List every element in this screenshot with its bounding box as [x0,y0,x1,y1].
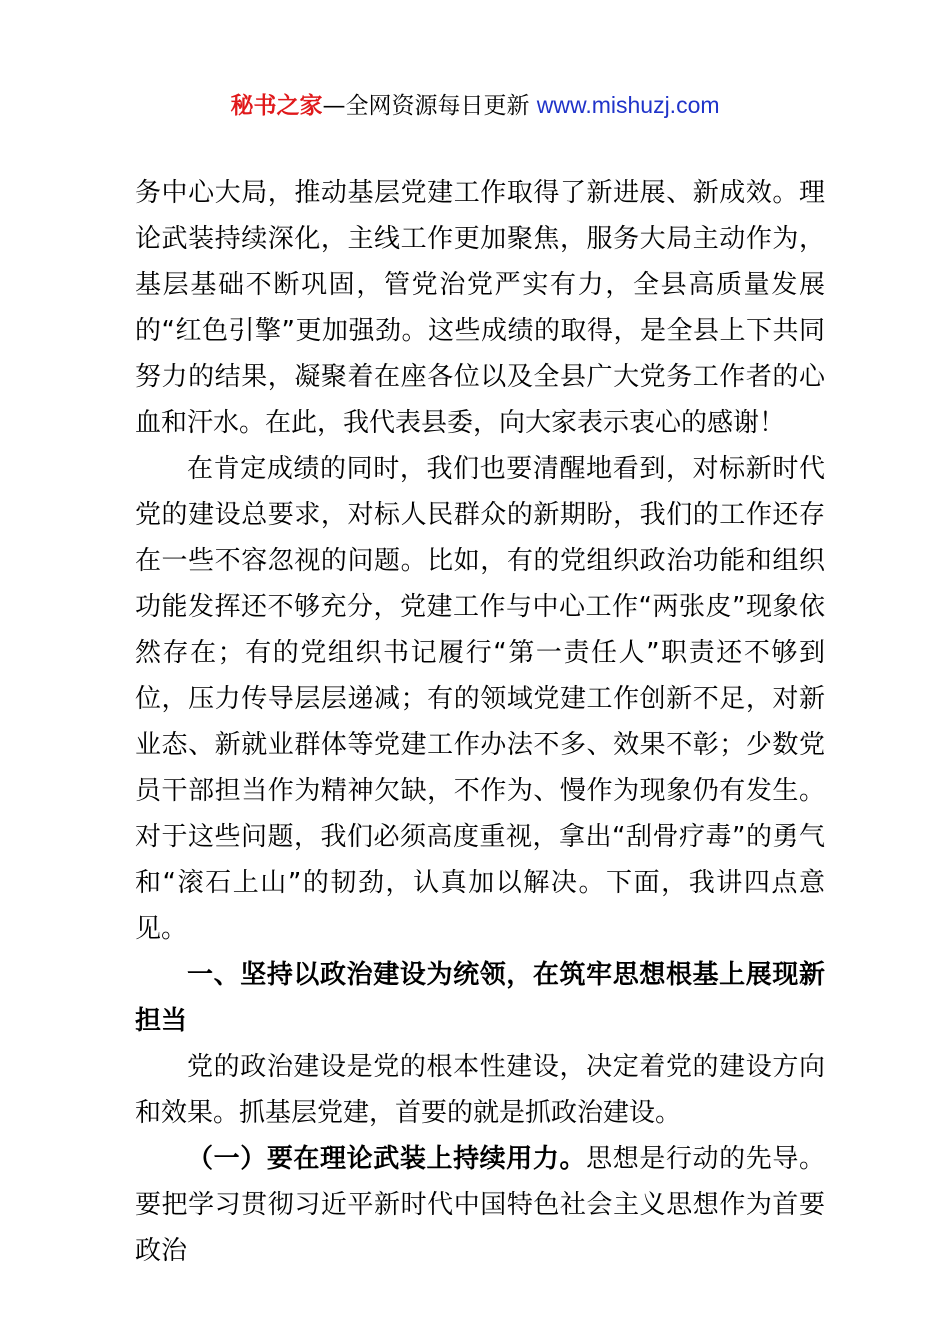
section-heading-one: 一、坚持以政治建设为统领，在筑牢思想根基上展现新担当 [135,960,825,1036]
paragraph-theory-armament [135,1136,825,1274]
subsection-text: 思想是行动的先导。要把学习贯彻习近平新时代中国特色社会主义思想作为首要政治 [135,1144,825,1266]
paragraph-continuation: 务中心大局，推动基层党建工作取得了新进展、新成效。理论武装持续深化，主线工作更加聚焦，服务大局主动作为，基层基础不断巩固，管党治党严实有力，全县高质量发展的“红色引擎”更加强劲。这些成绩的取得，是全县上下共同努力的结果，凝聚着在座各位以及全县广大党务工作者的心血和汗水。在此，我代表县委，向大家表示衷心的感谢！ [135,178,825,438]
paragraph-problems: 在肯定成绩的同时，我们也要清醒地看到，对标新时代党的建设总要求，对标人民群众的新期盼，我们的工作还存在一些不容忽视的问题。比如，有的党组织政治功能和组织功能发挥还不够充分，党建工作与中心工作“两张皮”现象依然存在；有的党组织书记履行“第一责任人”职责还不够到位，压力传导层层递减；有的领域党建工作创新不足，对新业态、新就业群体等党建工作办法不多、效果不彰；少数党员干部担当作为精神欠缺，不作为、慢作为现象仍有发生。对于这些问题，我们必须高度重视，拿出“刮骨疗毒”的勇气和“滚石上山”的韧劲，认真加以解决。下面，我讲四点意见。 [135,454,825,944]
page-header [0,88,950,123]
header-tagline: —全网资源每日更新 [322,93,537,119]
header-brand: 秘书之家 [230,93,323,119]
header-url-link[interactable]: www.mishuzj.com [536,92,720,118]
subsection-heading: （一）要在理论武装上持续用力。 [187,1144,587,1174]
paragraph-political-building: 党的政治建设是党的根本性建设，决定着党的建设方向和效果。抓基层党建，首要的就是抓政治建设。 [135,1052,825,1128]
document-body [135,170,825,1274]
